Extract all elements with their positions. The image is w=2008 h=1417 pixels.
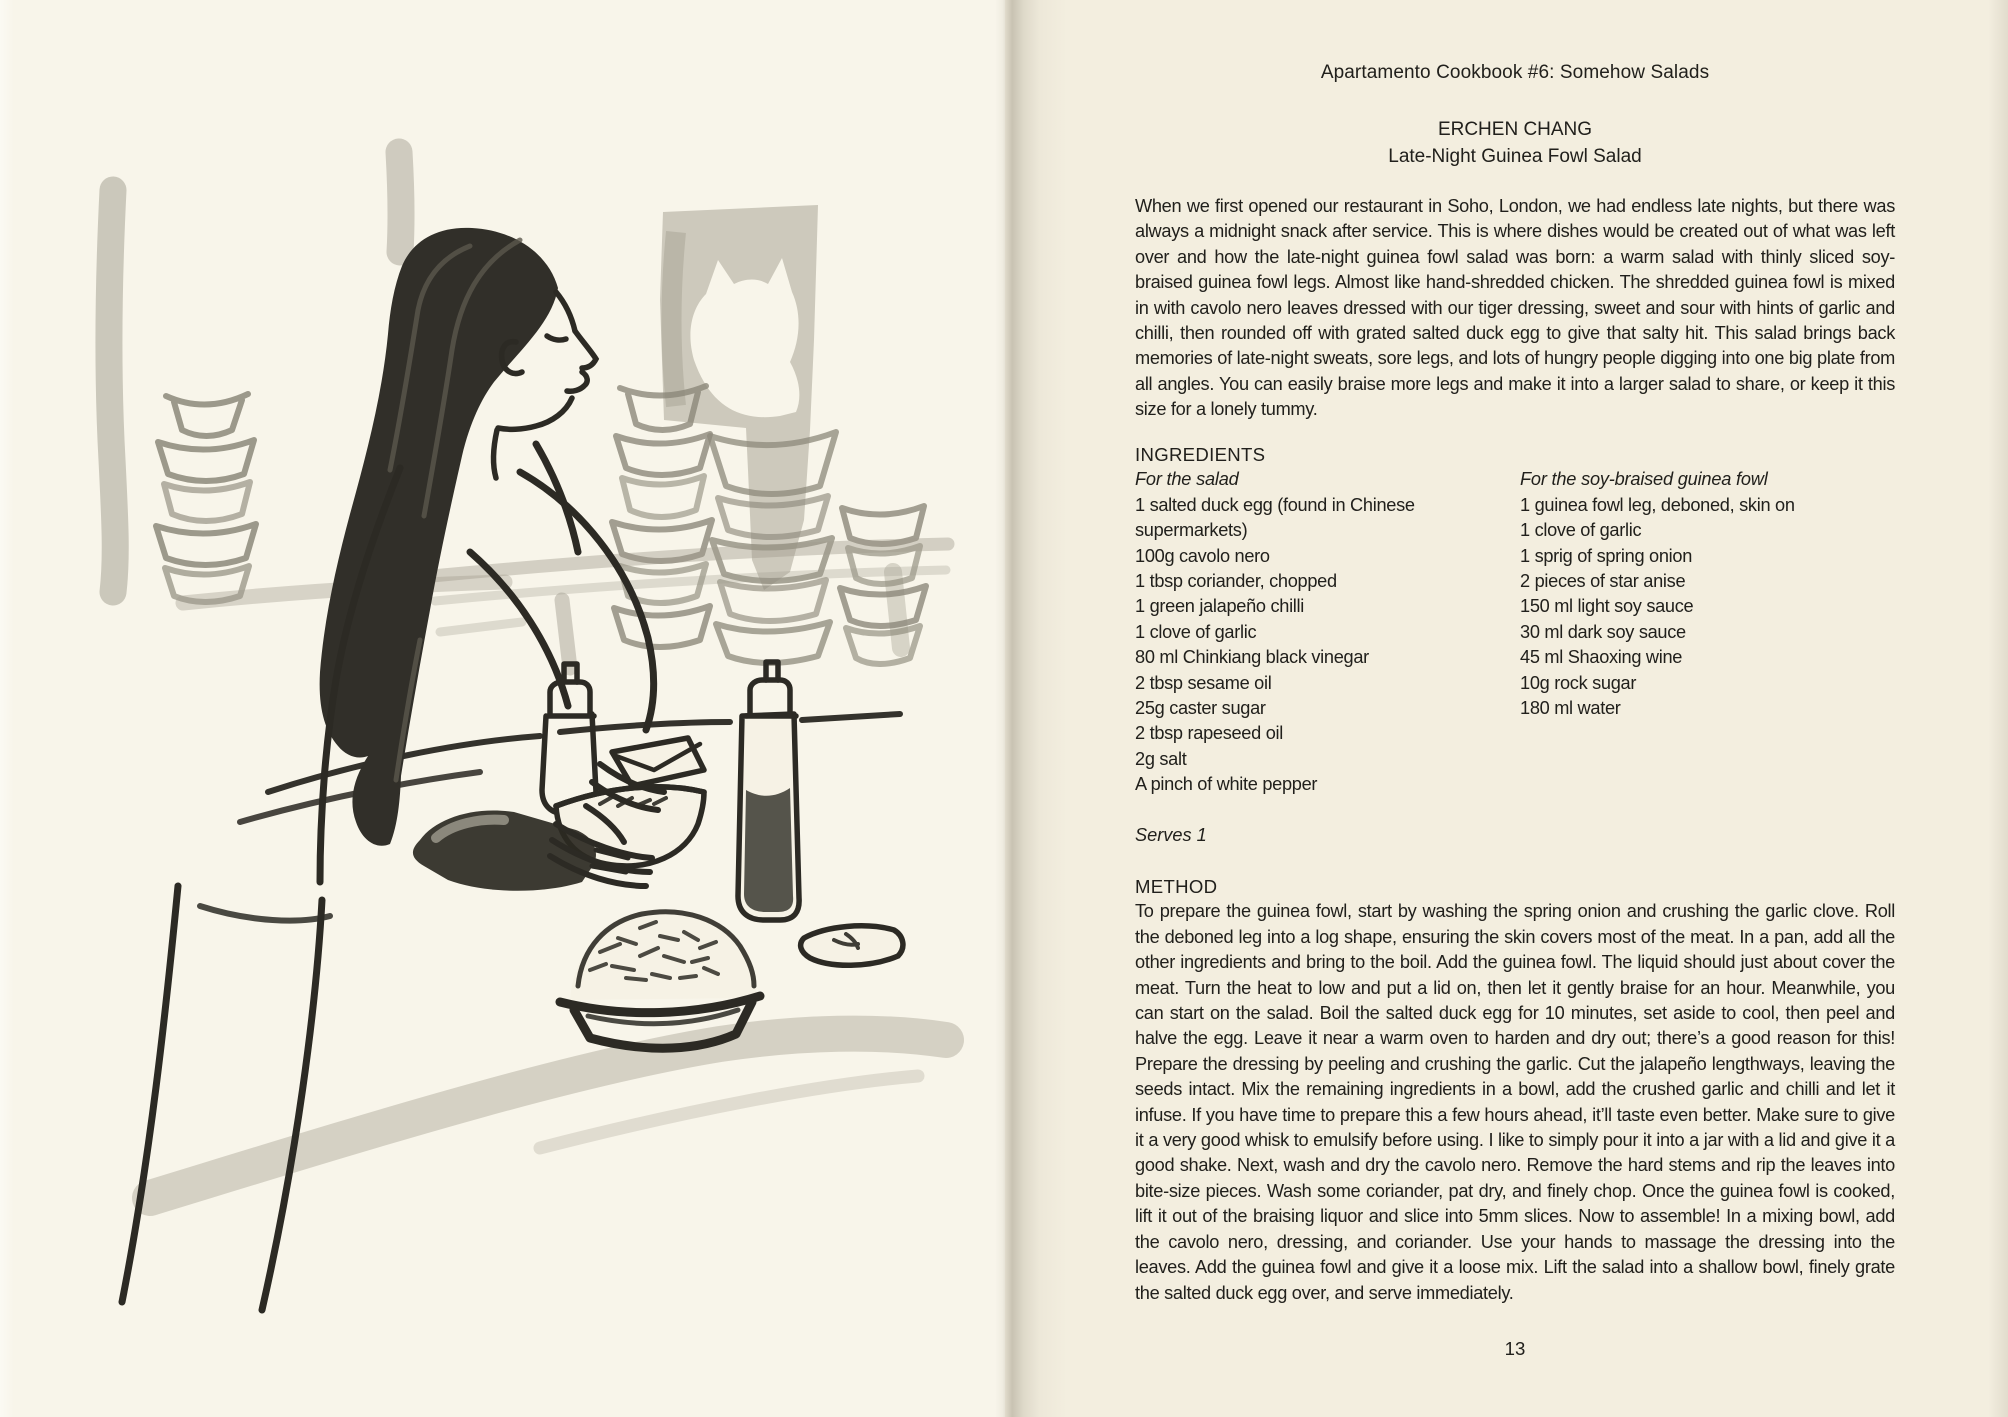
ingredient-item: 180 ml water [1520, 698, 1621, 719]
ingredient-item: 1 sprig of spring onion [1520, 545, 1693, 566]
ingredients-column-guinea-fowl [1520, 467, 1895, 797]
page-right [1005, 0, 2008, 1417]
recipe-title: Late-Night Guinea Fowl Salad [1388, 146, 1642, 167]
ingredient-item: 30 ml dark soy sauce [1520, 621, 1686, 642]
ingredients-section [1135, 442, 1895, 798]
ingredients-column-salad [1135, 467, 1520, 797]
ingredient-item: A pinch of white pepper [1135, 774, 1318, 795]
ingredient-item: 1 guinea fowl leg, deboned, skin on [1520, 494, 1795, 515]
ingredient-item: 100g cavolo nero [1135, 545, 1270, 566]
ingredients-columns [1135, 467, 1895, 797]
figure-woman [122, 228, 654, 1310]
ingredient-item: 45 ml Shaoxing wine [1520, 647, 1683, 668]
squeeze-bottle [542, 664, 596, 814]
ingredients-subheading-salad: For the salad [1135, 469, 1239, 490]
small-dish [801, 926, 903, 965]
text-column [1135, 0, 1895, 1417]
running-head: Apartamento Cookbook #6: Somehow Salads [1320, 62, 1710, 83]
page-number: 13 [1504, 1338, 1526, 1359]
shelf-washes [183, 544, 948, 668]
hair [320, 228, 558, 846]
ingredient-item: 1 green jalapeño chilli [1135, 596, 1305, 617]
ingredient-item: 25g caster sugar [1135, 698, 1266, 719]
bowl-stacks [156, 386, 926, 664]
ingredient-item: 1 clove of garlic [1520, 520, 1642, 541]
ingredients-list-salad [1135, 493, 1520, 798]
counter-wash [150, 1034, 946, 1198]
ingredient-item: 2g salt [1135, 748, 1187, 769]
ingredients-subheading-guinea-fowl: For the soy-braised guinea fowl [1520, 469, 1768, 490]
method-section [1135, 874, 1895, 1306]
ingredient-item: 2 tbsp sesame oil [1135, 672, 1272, 693]
ingredient-item: 1 clove of garlic [1135, 621, 1257, 642]
ingredient-item: 1 tbsp coriander, chopped [1135, 571, 1337, 592]
ingredients-heading: INGREDIENTS [1135, 444, 1266, 465]
sauce-bottle [738, 662, 799, 920]
author-name: ERCHEN CHANG [1437, 119, 1593, 140]
ingredient-item: 80 ml Chinkiang black vinegar [1135, 647, 1369, 668]
method-heading: METHOD [1135, 876, 1218, 897]
ingredient-item: 150 ml light soy sauce [1520, 596, 1694, 617]
ingredient-item: 1 salted duck egg (found in Chinese supermarkets) [1135, 494, 1415, 541]
serves-note: Serves 1 [1135, 825, 1207, 845]
intro-paragraph: When we first opened our restaurant in Soho, London, we had endless late nights, but there was always a midnight snack after service. This is where dishes would be created out of what was left over and how the late-night guinea fowl salad was born: a warm salad with thinly sliced soy-braised guinea fowl legs. Almost like hand-shredded chicken. The shredded guinea fowl is mixed in with cavolo nero leaves dressed with our tiger dressing, sweet and sour with hints of garlic and chilli, then rounded off with grated salted duck egg to give that salty hit. This salad brings back memories of late-night sweats, sore legs, and lots of hungry people digging into one big plate from all angles. You can easily braise more legs and make it into a larger salad to share, or keep it this size for a lonely tummy. [1135, 196, 1895, 420]
ingredient-item: 2 tbsp rapeseed oil [1135, 723, 1283, 744]
method-paragraph: To prepare the guinea fowl, start by washing the spring onion and crushing the garlic clove. Roll the deboned leg into a log shape, ensuring the skin covers most of the meat. In a pan, add all the other ingredients and bring to the boil. Add the guinea fowl. The liquid should just about cover the meat. Turn the heat to low and put a lid on, then let it gently braise for an hour. Meanwhile, you can start on the salad. Boil the salted duck egg for 10 minutes, set aside to cool, then peel and halve the egg. Leave it near a warm oven to harden and dry out; there’s a good reason for this! Prepare the dressing by peeling and crushing the garlic. Cut the jalapeño lengthways, leaving the seeds intact. Mix the remaining ingredients in a bowl, add the crushed garlic and chilli and let it infuse. If you have time to prepare this a few hours ahead, it’ll taste even better. Make sure to give it a very good whisk to emulsify before using. I like to simply pour it into a jar with a lid and give it a good shake. Next, wash and dry the cavolo nero. Remove the hard stems and rip the leaves into bite-size pieces. Wash some coriander, pat dry, and finely chop. Once the guinea fowl is cooked, lift it out of the braising liquor and slice into 5mm slices. Now to assemble! In a mixing bowl, add the cavolo nero, dressing, and coriander. Use your hands to massage the dressing into the leaves. Add the guinea fowl and give it a loose mix. Lift the salad into a shallow bowl, finely grate the salted duck egg over, and serve immediately. [1135, 901, 1895, 1303]
ingredient-item: 10g rock sugar [1520, 672, 1637, 693]
ingredient-item: 2 pieces of star anise [1520, 571, 1686, 592]
ingredients-list-guinea-fowl [1520, 493, 1895, 722]
